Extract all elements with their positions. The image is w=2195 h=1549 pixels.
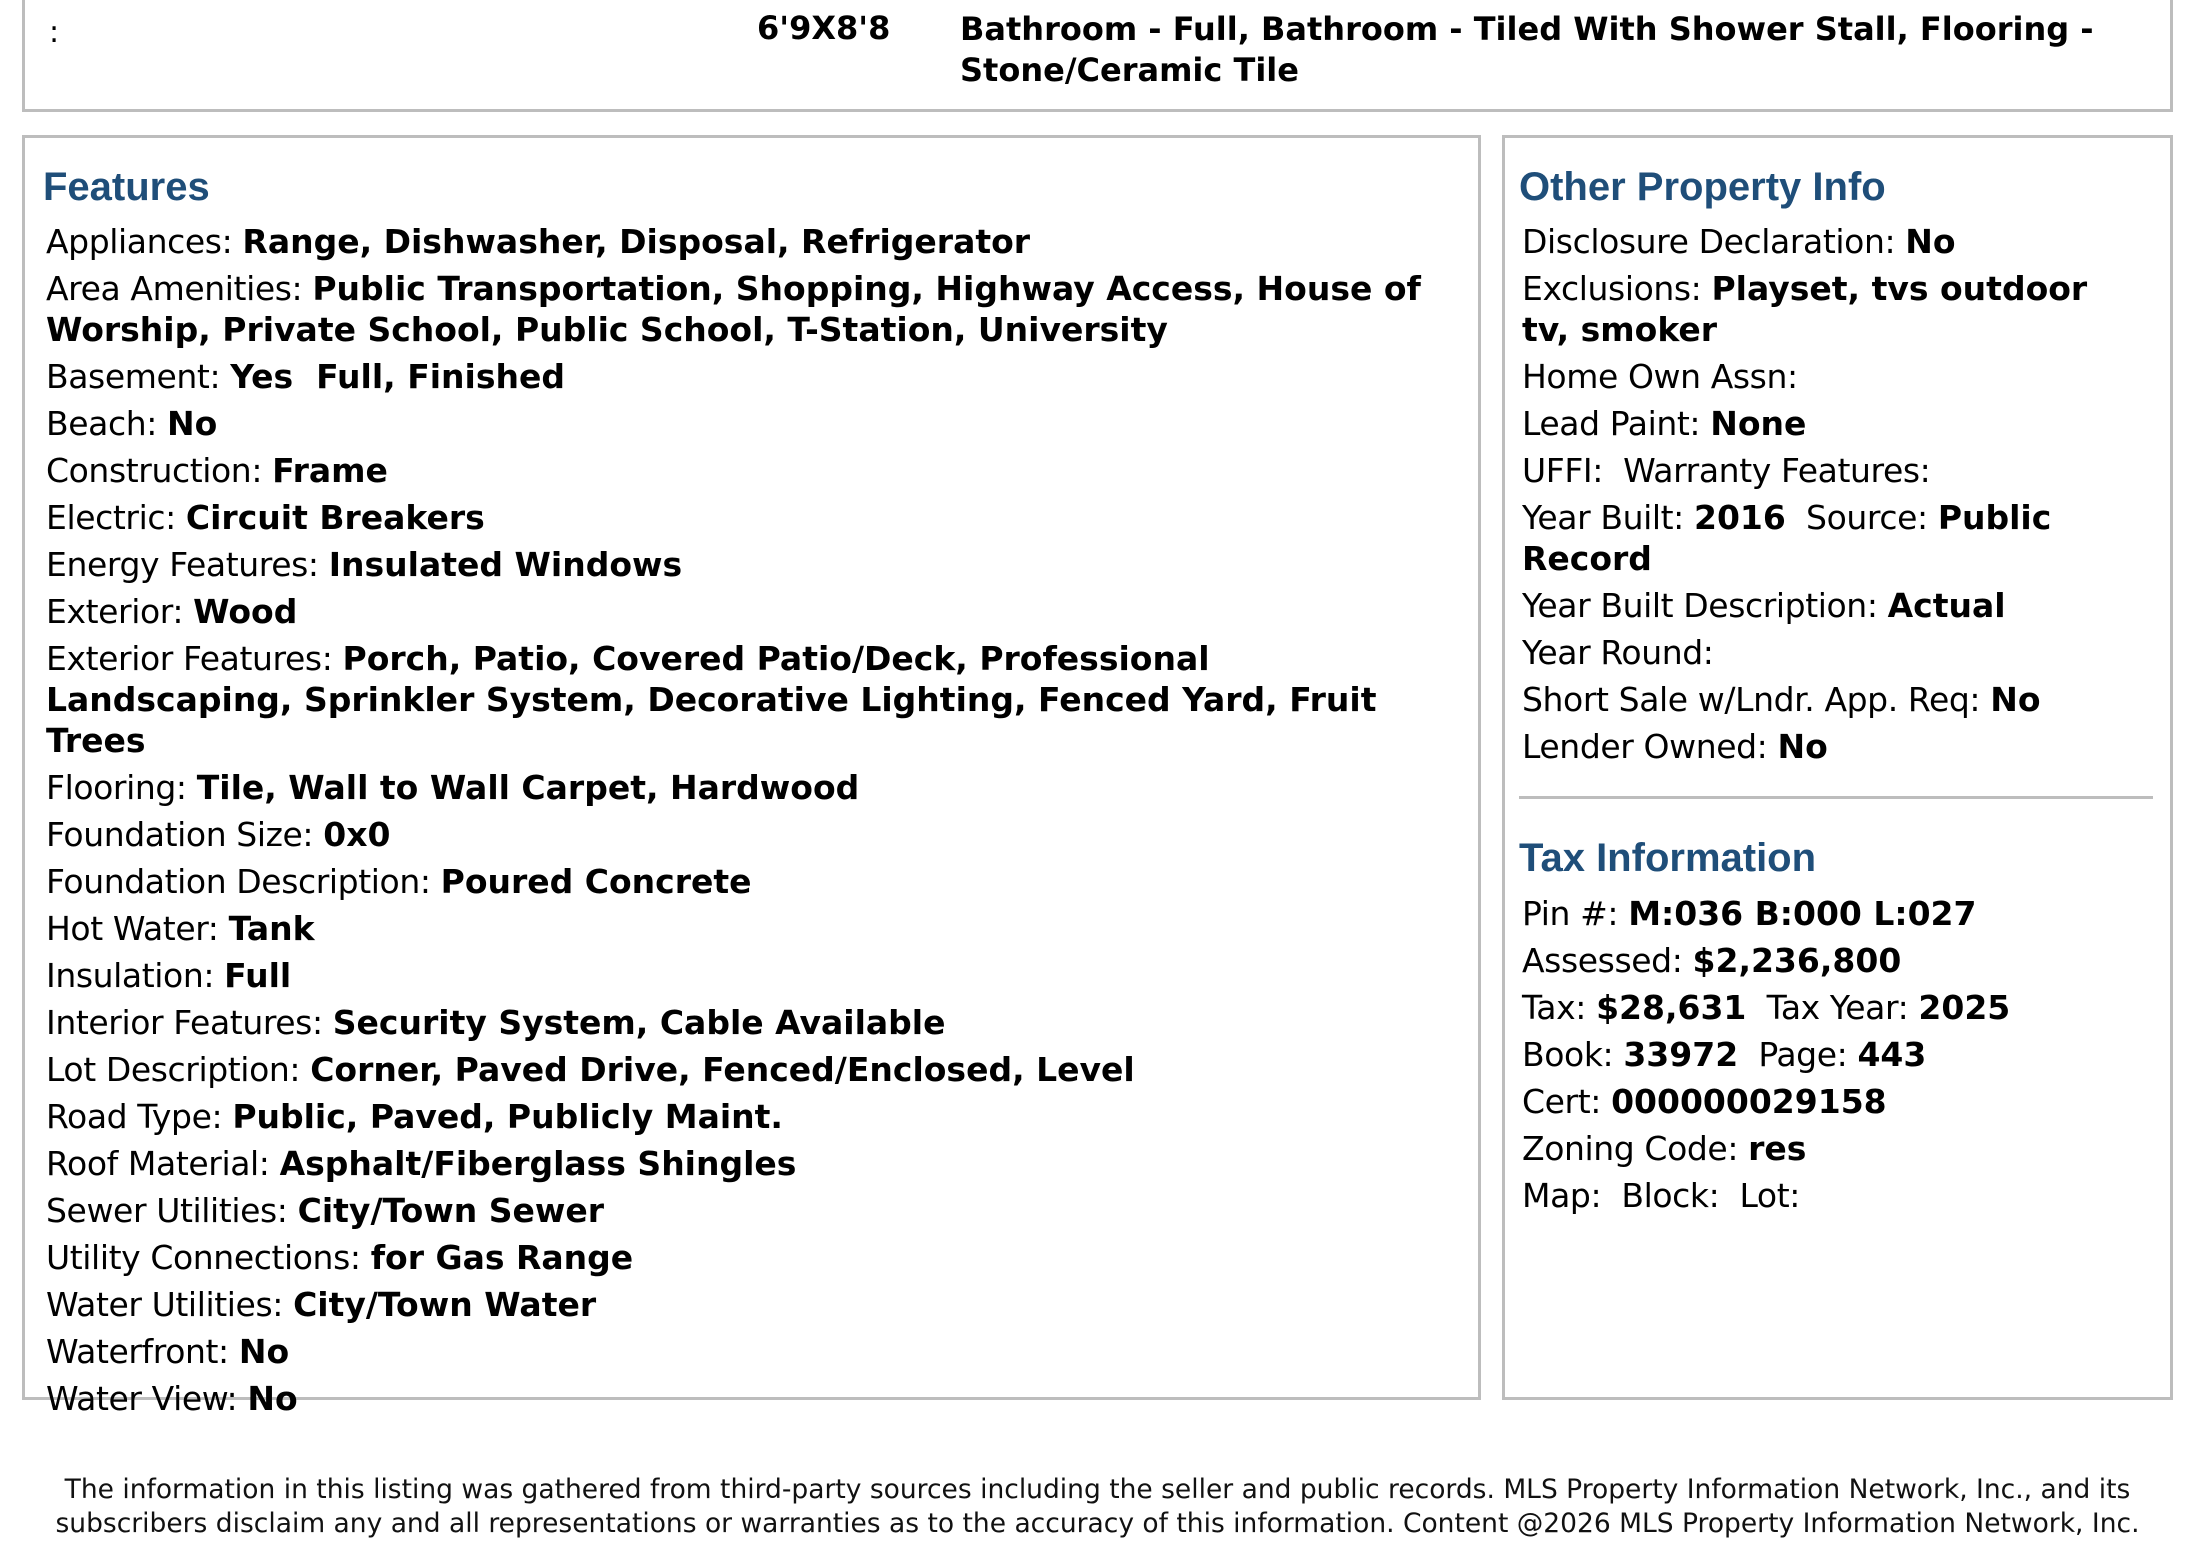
block-label: Block:: [1621, 1176, 1720, 1215]
feature-row: [46, 403, 1446, 444]
feature-row: [46, 908, 1446, 949]
disclosure-value: No: [1905, 222, 1956, 261]
feature-value: Yes Full, Finished: [230, 357, 565, 396]
lead-paint-row: [1522, 403, 2142, 444]
page-value: 443: [1857, 1035, 1927, 1074]
disclosure-row: [1522, 221, 2142, 262]
feature-label: Beach:: [46, 404, 157, 443]
uffi-warranty-row: [1522, 450, 2142, 491]
feature-value: Public Transportation, Shopping, Highway Access, House of Worship, Private School, Public School, T-Station, University: [46, 269, 1421, 349]
feature-value: Wood: [193, 592, 298, 631]
year-round-row: [1522, 632, 2142, 673]
feature-value: for Gas Range: [370, 1238, 634, 1277]
lead-paint-value: None: [1710, 404, 1807, 443]
feature-value: Range, Dishwasher, Disposal, Refrigerator: [242, 222, 1031, 261]
feature-value: No: [247, 1379, 298, 1418]
pin-value: M:036 B:000 L:027: [1628, 894, 1977, 933]
feature-row: [46, 1190, 1446, 1231]
feature-label: Roof Material:: [46, 1144, 270, 1183]
feature-row: [46, 544, 1446, 585]
lead-paint-label: Lead Paint:: [1522, 404, 1701, 443]
tax-year-label: Tax Year:: [1766, 988, 1909, 1027]
short-sale-value: No: [1990, 680, 2041, 719]
feature-label: Sewer Utilities:: [46, 1191, 288, 1230]
map-row: [1522, 1175, 2142, 1216]
features-title: Features: [43, 165, 210, 209]
feature-label: Utility Connections:: [46, 1238, 361, 1277]
feature-value: Circuit Breakers: [185, 498, 485, 537]
feature-row: [46, 638, 1446, 761]
uffi-label: UFFI:: [1522, 451, 1603, 490]
feature-label: Road Type:: [46, 1097, 223, 1136]
tax-year-value: 2025: [1918, 988, 2011, 1027]
exclusions-label: Exclusions:: [1522, 269, 1702, 308]
tax-info-list: [1522, 893, 2142, 1222]
feature-label: Exterior Features:: [46, 639, 333, 678]
year-built-description-row: [1522, 585, 2142, 626]
zoning-value: res: [1748, 1129, 1807, 1168]
feature-label: Exterior:: [46, 592, 184, 631]
hoa-label: Home Own Assn:: [1522, 357, 1798, 396]
section-divider: [1519, 796, 2153, 799]
cert-row: [1522, 1081, 2142, 1122]
assessed-label: Assessed:: [1522, 941, 1683, 980]
assessed-value: $2,236,800: [1692, 941, 1902, 980]
exclusions-value: Playset, tvs outdoor tv, smoker: [1522, 269, 2088, 349]
feature-label: Electric:: [46, 498, 176, 537]
year-built-value: 2016: [1694, 498, 1786, 537]
feature-label: Area Amenities:: [46, 269, 303, 308]
feature-value: Security System, Cable Available: [332, 1003, 946, 1042]
lender-owned-row: [1522, 726, 2142, 767]
year-built-label: Year Built:: [1522, 498, 1684, 537]
lot-label: Lot:: [1739, 1176, 1800, 1215]
book-label: Book:: [1522, 1035, 1614, 1074]
pin-label: Pin #:: [1522, 894, 1619, 933]
feature-label: Hot Water:: [46, 909, 219, 948]
disclaimer: The information in this listing was gathered from third-party sources including the seller and public records. MLS Property Information Network, Inc., and its subscribers disclaim any and all representations or warranties as to the accuracy of this information. Content @2026 MLS Property Information Network, Inc.: [55, 1474, 2140, 1539]
short-sale-row: [1522, 679, 2142, 720]
feature-row: [46, 268, 1446, 350]
tax-value: $28,631: [1596, 988, 1747, 1027]
features-list: [46, 221, 1446, 1425]
other-property-title: Other Property Info: [1519, 165, 1886, 209]
feature-value: Asphalt/Fiberglass Shingles: [279, 1144, 797, 1183]
other-property-panel: [1502, 135, 2173, 1400]
year-built-description-label: Year Built Description:: [1522, 586, 1878, 625]
room-row: [22, 0, 2173, 112]
feature-value: Poured Concrete: [440, 862, 752, 901]
feature-row: [46, 1378, 1446, 1419]
feature-value: No: [238, 1332, 290, 1371]
feature-value: City/Town Water: [293, 1285, 597, 1324]
feature-label: Interior Features:: [46, 1003, 323, 1042]
feature-row: [46, 591, 1446, 632]
year-built-row: [1522, 497, 2142, 579]
tax-info-title: Tax Information: [1519, 836, 1817, 880]
feature-row: [46, 767, 1446, 808]
feature-row: [46, 955, 1446, 996]
zoning-label: Zoning Code:: [1522, 1129, 1739, 1168]
pin-row: [1522, 893, 2142, 934]
feature-value: Corner, Paved Drive, Fenced/Enclosed, Level: [310, 1050, 1135, 1089]
feature-label: Energy Features:: [46, 545, 319, 584]
feature-label: Waterfront:: [46, 1332, 229, 1371]
feature-row: [46, 1049, 1446, 1090]
feature-row: [46, 450, 1446, 491]
other-property-list: [1522, 221, 2142, 773]
feature-value: No: [167, 404, 218, 443]
features-panel: [22, 135, 1481, 1418]
warranty-label: Warranty Features:: [1623, 451, 1931, 490]
short-sale-label: Short Sale w/Lndr. App. Req:: [1522, 680, 1981, 719]
feature-row: [46, 814, 1446, 855]
tax-label: Tax:: [1522, 988, 1586, 1027]
feature-value: City/Town Sewer: [297, 1191, 605, 1230]
feature-label: Construction:: [46, 451, 263, 490]
hoa-row: [1522, 356, 2142, 397]
feature-value: 0x0: [323, 815, 391, 854]
feature-row: [46, 221, 1446, 262]
year-built-description-value: Actual: [1887, 586, 2006, 625]
feature-row: [46, 861, 1446, 902]
room-dimensions: 6'9X8'8: [757, 9, 891, 47]
feature-value: Porch, Patio, Covered Patio/Deck, Professional Landscaping, Sprinkler System, Decorative Lighting, Fenced Yard, Fruit Trees: [46, 639, 1377, 760]
feature-row: [46, 497, 1446, 538]
page-label: Page:: [1758, 1035, 1848, 1074]
source-label: Source:: [1806, 498, 1928, 537]
feature-label: Appliances:: [46, 222, 233, 261]
feature-value: Frame: [272, 451, 388, 490]
feature-label: Basement:: [46, 357, 221, 396]
feature-row: [46, 1002, 1446, 1043]
feature-row: [46, 1284, 1446, 1325]
feature-row: [46, 1143, 1446, 1184]
feature-row: [46, 1096, 1446, 1137]
feature-label: Foundation Description:: [46, 862, 431, 901]
tax-row: [1522, 987, 2142, 1028]
feature-row: [46, 356, 1446, 397]
feature-value: Full: [224, 956, 292, 995]
feature-label: Lot Description:: [46, 1050, 301, 1089]
feature-value: Insulated Windows: [328, 545, 683, 584]
feature-label: Foundation Size:: [46, 815, 314, 854]
lender-owned-value: No: [1777, 727, 1828, 766]
feature-value: Public, Paved, Publicly Maint.: [232, 1097, 783, 1136]
source-value: Public Record: [1522, 498, 2052, 578]
feature-label: Water View:: [46, 1379, 238, 1418]
feature-value: Tank: [228, 909, 315, 948]
exclusions-row: [1522, 268, 2142, 350]
feature-row: [46, 1331, 1446, 1372]
year-round-label: Year Round:: [1522, 633, 1714, 672]
feature-label: Water Utilities:: [46, 1285, 283, 1324]
map-label: Map:: [1522, 1176, 1602, 1215]
lender-owned-label: Lender Owned:: [1522, 727, 1768, 766]
book-value: 33972: [1623, 1035, 1739, 1074]
cert-value: 000000029158: [1611, 1082, 1887, 1121]
feature-row: [46, 1237, 1446, 1278]
zoning-row: [1522, 1128, 2142, 1169]
room-level: :: [49, 15, 60, 50]
feature-value: Tile, Wall to Wall Carpet, Hardwood: [196, 768, 860, 807]
assessed-row: [1522, 940, 2142, 981]
room-description: Bathroom - Full, Bathroom - Tiled With Shower Stall, Flooring - Stone/Ceramic Tile: [960, 10, 2094, 89]
cert-label: Cert:: [1522, 1082, 1601, 1121]
feature-label: Insulation:: [46, 956, 215, 995]
book-row: [1522, 1034, 2142, 1075]
disclosure-label: Disclosure Declaration:: [1522, 222, 1896, 261]
feature-label: Flooring:: [46, 768, 187, 807]
